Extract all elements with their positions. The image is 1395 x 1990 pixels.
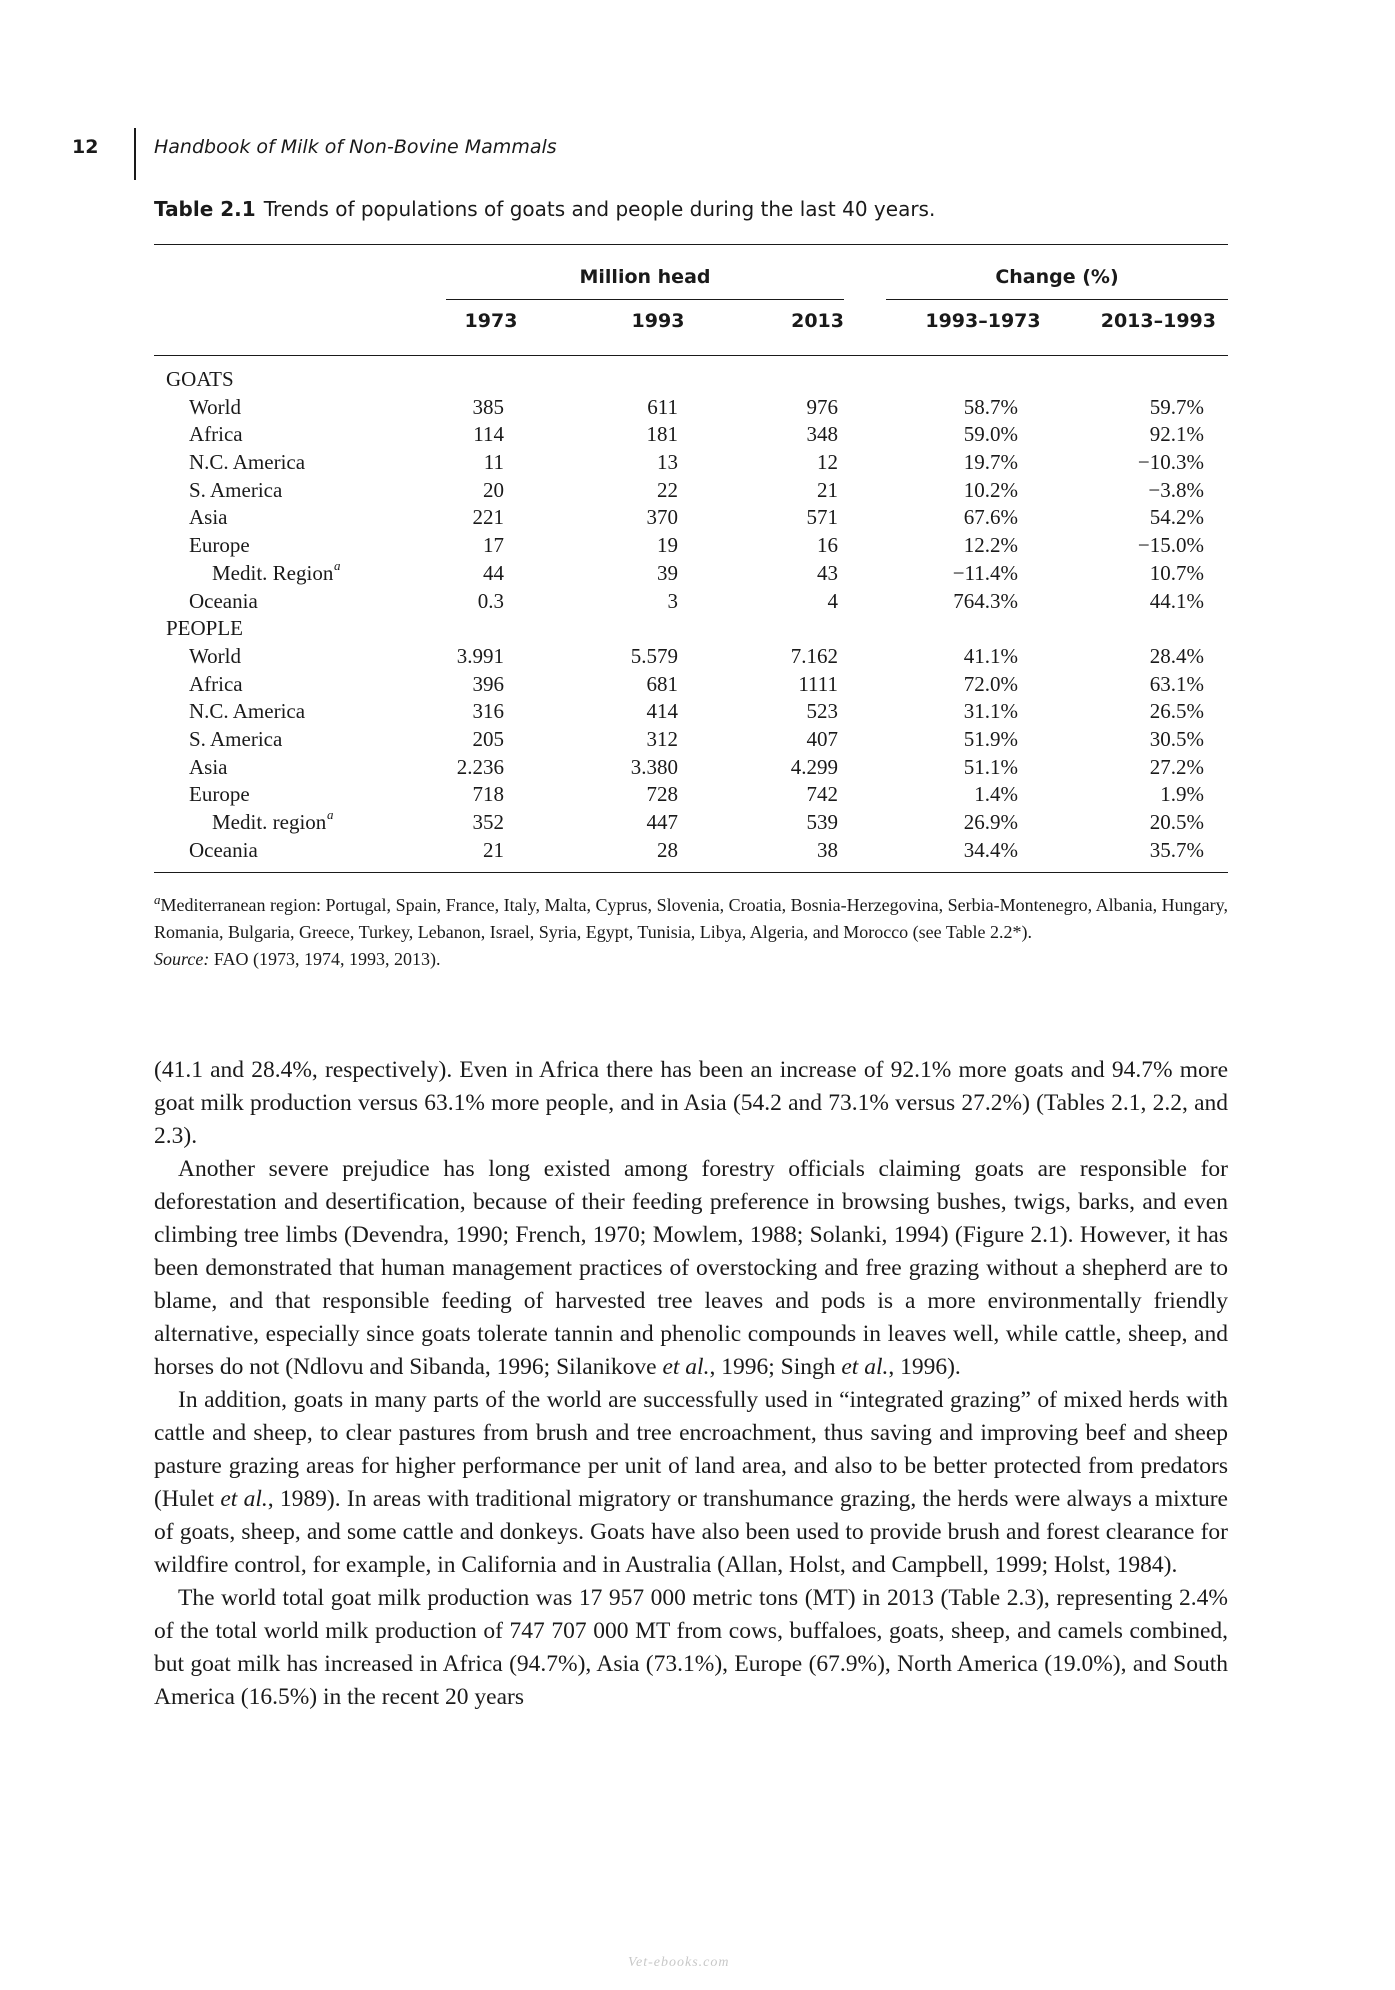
table-cell: 10.2%: [963, 477, 1018, 502]
footnote-marker: a: [154, 892, 161, 907]
table-cell: 407: [806, 726, 838, 751]
table-cell: 31.1%: [963, 699, 1018, 724]
table-cell: 41.1%: [963, 643, 1018, 668]
body-text: [154, 1054, 1228, 1714]
table-cell: 92.1%: [1149, 422, 1204, 447]
table-cell: 13: [657, 450, 678, 475]
et-al-1: et al.: [662, 1354, 710, 1380]
source-text: FAO (1973, 1974, 1993, 2013).: [209, 949, 441, 969]
row-label: Asia: [189, 505, 228, 530]
paragraph-4: The world total goat milk production was 17 957 000 metric tons (MT) in 2013 (Table 2.3), representing 2.4% of the total world milk production of 747 707 000 MT from cows, buffaloes, goats, sheep, and camels combined, but goat milk has increased in Africa (94.7%), Asia (73.1%), Europe (67.9%), North America (19.0%), and South America (16.5%) in the recent 20 years: [154, 1585, 1228, 1710]
table-cell: 414: [646, 699, 678, 724]
table-cell: 681: [646, 671, 678, 696]
table-cell: 221: [472, 505, 504, 530]
col-header-change-2013-1993: 2013–1993: [1100, 310, 1216, 332]
footnote-ref: a: [334, 557, 341, 573]
table-row: [154, 504, 1228, 532]
table-row: [154, 588, 1228, 616]
table-row: [154, 698, 1228, 726]
paragraph-3: [154, 1384, 1228, 1582]
paragraph-2-text-b: , 1996; Singh: [709, 1354, 842, 1380]
table-cell: 396: [472, 671, 504, 696]
table-cell: 611: [647, 394, 678, 419]
paragraph-2: [154, 1153, 1228, 1384]
table-cell: 21: [817, 477, 838, 502]
table-cell: 348: [806, 422, 838, 447]
row-group-label: GOATS: [166, 367, 234, 391]
table-row: [154, 449, 1228, 477]
table-cell: 19: [657, 533, 678, 558]
table-cell: 10.7%: [1149, 560, 1204, 585]
table-cell: 181: [646, 422, 678, 447]
table-cell: 0.3: [477, 588, 504, 613]
et-al-3: et al.: [220, 1486, 268, 1512]
table-row: [154, 366, 1228, 394]
table-cell: 5.579: [630, 643, 678, 668]
row-label: Oceania: [189, 588, 258, 613]
header-bottom-rule: [154, 355, 1228, 356]
table-cell: 523: [806, 699, 838, 724]
col-header-2013: 2013: [791, 310, 844, 332]
table-cell: 11: [483, 450, 504, 475]
table-row: [154, 837, 1228, 865]
table-cell: 114: [473, 422, 504, 447]
group-header-change: Change (%): [995, 266, 1119, 288]
footnote-ref: a: [327, 807, 334, 822]
paragraph-3-text-b: , 1989). In areas with traditional migratory or transhumance grazing, the herds were always a mixture of goats, sheep, and some cattle and donkeys. Goats have also been used to provide brush and forest clearance for wildfire control, for example, in California and in Australia (Allan, Holst, and Campbell, 1999; Holst, 1984).: [154, 1486, 1228, 1578]
table-cell: 44: [483, 560, 504, 585]
table-caption: [154, 197, 935, 221]
table-cell: 44.1%: [1149, 588, 1204, 613]
table-row: [154, 394, 1228, 422]
table-cell: 28.4%: [1149, 643, 1204, 668]
paragraph-1: (41.1 and 28.4%, respectively). Even in Africa there has been an increase of 92.1% more goats and 94.7% more goat milk production versus 63.1% more people, and in Asia (54.2 and 73.1% versus 27.2%) (Tables 2.1, 2.2, and 2.3).: [154, 1057, 1228, 1149]
table-cell: −10.3%: [1137, 450, 1204, 475]
table-cell: 67.6%: [963, 505, 1018, 530]
table-footnote: [154, 886, 1228, 973]
col-header-change-1993-1973: 1993–1973: [925, 310, 1041, 332]
table-cell: 43: [817, 560, 838, 585]
table-cell: 54.2%: [1149, 505, 1204, 530]
row-label: Europe: [189, 533, 250, 558]
table-cell: 1.9%: [1160, 782, 1204, 807]
row-label: Africa: [189, 422, 243, 447]
row-label: Oceania: [189, 837, 258, 862]
change-rule: [886, 299, 1228, 300]
table-cell: 352: [472, 810, 504, 834]
table-row: [154, 726, 1228, 754]
row-label: Africa: [189, 671, 243, 696]
table-top-rule: [154, 244, 1228, 245]
table-cell: 316: [472, 699, 504, 724]
table-cell: 51.9%: [963, 726, 1018, 751]
table-caption-text: Trends of populations of goats and people during the last 40 years.: [263, 197, 936, 221]
table-cell: 21: [483, 837, 504, 862]
row-label: S. America: [189, 477, 283, 502]
table-row: [154, 754, 1228, 782]
table-cell: 30.5%: [1149, 726, 1204, 751]
table-cell: −11.4%: [952, 560, 1018, 585]
table-cell: 38: [817, 837, 838, 862]
table-cell: 205: [472, 726, 504, 751]
table-row: [154, 643, 1228, 671]
table-cell: 1111: [798, 671, 838, 696]
row-label: World: [189, 394, 241, 419]
table-cell: 12.2%: [963, 533, 1018, 558]
table-cell: 22: [657, 477, 678, 502]
table-cell: 539: [806, 810, 838, 834]
paragraph-2-text-a: Another severe prejudice has long existed among forestry officials claiming goats are responsible for deforestation and desertification, because of their feeding preference in browsing bushes, twigs, barks, and even climbing tree limbs (Devendra, 1990; French, 1970; Mowlem, 1988; Solanki, 1994) (Figure 2.1). However, it has been demonstrated that human management practices of overstocking and free grazing without a shepherd are to blame, and that responsible feeding of harvested tree leaves and pods is a more environmentally friendly alternative, especially since goats tolerate tannin and phenolic compounds in leaves well, while cattle, sheep, and horses do not (Ndlovu and Sibanda, 1996; Silanikove: [154, 1156, 1228, 1380]
table-cell: 26.5%: [1149, 699, 1204, 724]
table-cell: 447: [646, 810, 678, 834]
row-label: N.C. America: [189, 450, 306, 475]
table-row: [154, 421, 1228, 449]
table-cell: 59.0%: [963, 422, 1018, 447]
header-divider: [134, 128, 136, 180]
table-row: [154, 477, 1228, 505]
row-label: World: [189, 643, 241, 668]
table-bottom-rule: [154, 872, 1228, 873]
watermark: Vet-ebooks.com: [628, 1955, 730, 1970]
row-group-label: PEOPLE: [166, 616, 244, 641]
page-number: 12: [72, 136, 99, 158]
table-row: [154, 615, 1228, 643]
table-cell: 35.7%: [1149, 837, 1204, 862]
table-cell: 17: [483, 533, 504, 558]
table-cell: 20.5%: [1149, 810, 1204, 834]
table-cell: 51.1%: [963, 754, 1018, 779]
table-cell: 2.236: [456, 754, 504, 779]
table-row: [154, 809, 1228, 837]
table-cell: 39: [657, 560, 678, 585]
table-body: [154, 366, 1228, 864]
table-cell: 4: [827, 588, 838, 613]
table-cell: 1.4%: [974, 782, 1018, 807]
table-cell: 34.4%: [963, 837, 1018, 862]
table-caption-label: Table 2.1: [154, 197, 256, 221]
table-cell: 728: [646, 782, 678, 807]
table-cell: 7.162: [790, 643, 838, 668]
row-label: S. America: [189, 726, 283, 751]
million-head-rule: [446, 299, 844, 300]
source-label: Source:: [154, 949, 210, 969]
table-cell: 3.380: [630, 754, 678, 779]
row-label: Medit. region: [212, 810, 327, 834]
table-cell: 28: [657, 837, 678, 862]
et-al-2: et al.: [841, 1354, 889, 1380]
table-cell: −15.0%: [1137, 533, 1204, 558]
table-cell: 72.0%: [963, 671, 1018, 696]
table-cell: 718: [472, 782, 504, 807]
paragraph-3-text-a: In addition, goats in many parts of the world are successfully used in “integrated grazing” of mixed herds with cattle and sheep, to clear pastures from brush and tree encroachment, thus saving and improving beef and sheep pasture grazing areas for higher performance per unit of land area, and also to be better protected from predators (Hulet: [154, 1387, 1228, 1512]
group-header-million-head: Million head: [579, 266, 711, 288]
table-cell: 764.3%: [953, 588, 1018, 613]
table-cell: 27.2%: [1149, 754, 1204, 779]
table-cell: 59.7%: [1149, 394, 1204, 419]
table-row: [154, 532, 1228, 560]
row-label: Europe: [189, 782, 250, 807]
table-row: [154, 557, 1228, 588]
table-cell: 571: [806, 505, 838, 530]
table-cell: 16: [817, 533, 838, 558]
table-cell: 4.299: [790, 754, 838, 779]
table-cell: −3.8%: [1148, 477, 1204, 502]
table-cell: 976: [806, 394, 838, 419]
footnote-text: Mediterranean region: Portugal, Spain, France, Italy, Malta, Cyprus, Slovenia, Croatia, Bosnia-Herzegovina, Serbia-Montenegro, Albania, Hungary, Romania, Bulgaria, Greece, Turkey, Lebanon, Israel, Syria, Egypt, Tunisia, Libya, Algeria, and Morocco (see Table 2.2*).: [154, 895, 1228, 942]
row-label: Asia: [189, 754, 228, 779]
table-row: [154, 671, 1228, 699]
table-cell: 312: [646, 726, 678, 751]
row-label: Medit. Region: [212, 560, 334, 585]
table-row: [154, 781, 1228, 809]
table-cell: 3: [667, 588, 678, 613]
col-header-1993: 1993: [631, 310, 685, 332]
table-cell: 19.7%: [963, 450, 1018, 475]
row-label: N.C. America: [189, 699, 306, 724]
table-cell: 20: [483, 477, 504, 502]
table-cell: 3.991: [456, 643, 504, 668]
paragraph-2-text-c: , 1996).: [888, 1354, 961, 1380]
table-cell: 370: [646, 505, 678, 530]
table-cell: 742: [806, 782, 838, 807]
table-cell: 385: [472, 394, 504, 419]
table-cell: 58.7%: [963, 394, 1018, 419]
table-cell: 63.1%: [1149, 671, 1204, 696]
table-cell: 12: [817, 450, 838, 475]
book-title: Handbook of Milk of Non-Bovine Mammals: [154, 136, 557, 158]
col-header-1973: 1973: [464, 310, 518, 332]
table-cell: 26.9%: [963, 810, 1018, 834]
